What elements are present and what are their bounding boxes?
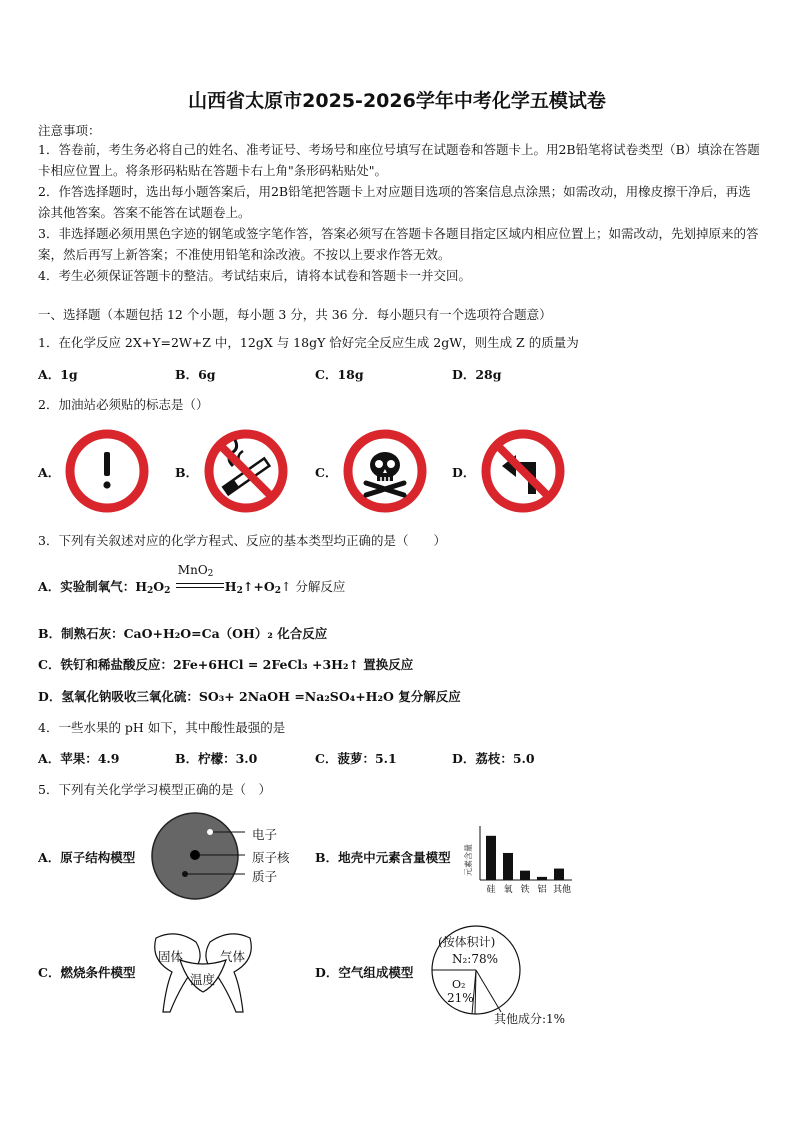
- air-pie-o2-value: 21%: [447, 991, 474, 1005]
- q3-option-c: C．铁钉和稀盐酸反应：2Fe+6HCl = 2FeCl₃ +3H₂↑ 置换反应: [38, 657, 414, 672]
- poison-sign-icon: [342, 428, 428, 514]
- atom-label-electron: 电子: [252, 827, 278, 842]
- atom-label-nucleus: 原子核: [252, 850, 290, 865]
- question-4-stem: 4．一些水果的 pH 如下，其中酸性最强的是: [38, 720, 286, 735]
- q3-a-sub2: 2: [164, 586, 171, 596]
- q3-a-h2: H: [224, 579, 237, 594]
- q3-a-prefix: A．实验制氧气：H: [38, 579, 148, 594]
- combustion-label-solid: 固体: [158, 949, 184, 964]
- air-pie-title: (按体积计): [438, 935, 496, 949]
- crust-element-chart: [464, 822, 576, 896]
- warning-sign-icon: [64, 428, 150, 514]
- atom-label-proton: 质子: [252, 869, 278, 884]
- notice-item: 4．考生必须保证答题卡的整洁。考试结束后，请将本试卷和答题卡一并交回。: [38, 268, 471, 283]
- crust-tick-label: 铁: [520, 885, 530, 895]
- q2-option-a-label: A．: [38, 465, 61, 480]
- q2-option-b-label: B．: [175, 465, 199, 480]
- q3-option-b: B．制熟石灰：CaO+H₂O=Ca（OH）₂ 化合反应: [38, 626, 328, 641]
- q4-option-a: A．苹果：4.9: [38, 751, 120, 766]
- crust-bar-0: [486, 836, 496, 880]
- q5-option-a-label: A．原子结构模型: [38, 850, 136, 865]
- q1-option-b: B．6g: [175, 367, 216, 382]
- notice-item: 3．非选择题必须用黑色字迹的钢笔或签字笔作答，答案必须写在答题卡各题目指定区域内相应位置上；如需改动，先划掉原来的答案，然后再写上新答案；不准使用铅笔和涂改液。不按以上要求作答无效。: [38, 226, 759, 262]
- combustion-label-gas: 气体: [220, 949, 246, 964]
- reaction-arrow: [176, 563, 224, 591]
- q1-option-d: D．28g: [452, 367, 502, 382]
- crust-bar-4: [554, 869, 564, 880]
- q4-option-d: D．荔枝：5.0: [452, 751, 535, 766]
- notice-item: 2．作答选择题时，选出每小题答案后，用2B铅笔把答题卡上对应题目选项的答案信息点涂黑；如需改动，用橡皮擦干净后，再选涂其他答案。答案不能答在试题卷上。: [38, 184, 751, 220]
- q1-option-c: C．18g: [315, 367, 364, 382]
- q1-option-a: A．1g: [38, 367, 78, 382]
- q2-option-c-label: C．: [315, 465, 338, 480]
- crust-bar-2: [520, 871, 530, 880]
- crust-tick-label: 铝: [537, 885, 547, 895]
- q5-option-b-label: B．地壳中元素含量模型: [315, 850, 451, 865]
- crust-tick-label: 其他: [552, 885, 572, 895]
- air-pie-n2: N₂:78%: [452, 952, 499, 966]
- notice-heading: 注意事项：: [38, 123, 101, 138]
- q5-option-d-label: D．空气组成模型: [315, 965, 414, 980]
- q4-option-c: C．菠萝：5.1: [315, 751, 397, 766]
- question-2-stem: 2．加油站必须贴的标志是（）: [38, 397, 209, 412]
- q3-option-a: A．实验制氧气：$H_2O_2$ MnO$_2$ $H_2↑+O_2↑$ 分解反应: [38, 563, 346, 596]
- question-3-stem: 3．下列有关叙述对应的化学方程式、反应的基本类型均正确的是（ ）: [38, 533, 446, 548]
- page-title: 山西省太原市2025-2026学年中考化学五模试卷: [188, 90, 606, 112]
- question-5-stem: 5．下列有关化学学习模型正确的是（ ）: [38, 782, 271, 797]
- crust-bar-3: [537, 877, 547, 880]
- section-heading: 一、选择题（本题包括 12 个小题，每小题 3 分，共 36 分．每小题只有一个选项符合题意）: [38, 307, 552, 322]
- q3-a-o: O: [153, 579, 165, 594]
- crust-tick-label: 硅: [486, 885, 496, 895]
- no-smoking-sign-icon: [203, 428, 289, 514]
- q2-option-d-label: D．: [452, 465, 476, 480]
- air-pie-other: 其他成分:1%: [494, 1012, 566, 1026]
- catalyst-label: MnO$_2$: [177, 563, 214, 579]
- crust-bar-1: [503, 853, 513, 880]
- notice-list: [38, 139, 760, 286]
- q3-a-sub: 2: [147, 586, 154, 596]
- question-1-stem: 1．在化学反应 2X+Y=2W+Z 中，12gX 与 18gY 恰好完全反应生成 2gW，则生成 Z 的质量为: [38, 335, 579, 350]
- crust-tick-label: 氧: [503, 885, 513, 895]
- q4-option-b: B．柠檬：3.0: [175, 751, 258, 766]
- no-left-turn-sign-icon: [480, 428, 566, 514]
- air-pie-o2: O₂: [452, 978, 466, 991]
- combustion-label-temperature: 温度: [190, 972, 216, 987]
- q5-option-c-label: C．燃烧条件模型: [38, 965, 136, 980]
- notice-item: 1．答卷前，考生务必将自己的姓名、准考证号、考场号和座位号填写在试题卷和答题卡上。用2B铅笔将试卷类型（B）填涂在答题卡相应位置上。将条形码粘贴在答题卡右上角"条形码粘贴处"。: [38, 142, 760, 178]
- crust-chart-ylabel: 元素含量: [464, 844, 473, 876]
- q3-option-d: D．氢氧化钠吸收三氧化硫：SO₃+ 2NaOH =Na₂SO₄+H₂O 复分解反应: [38, 689, 461, 704]
